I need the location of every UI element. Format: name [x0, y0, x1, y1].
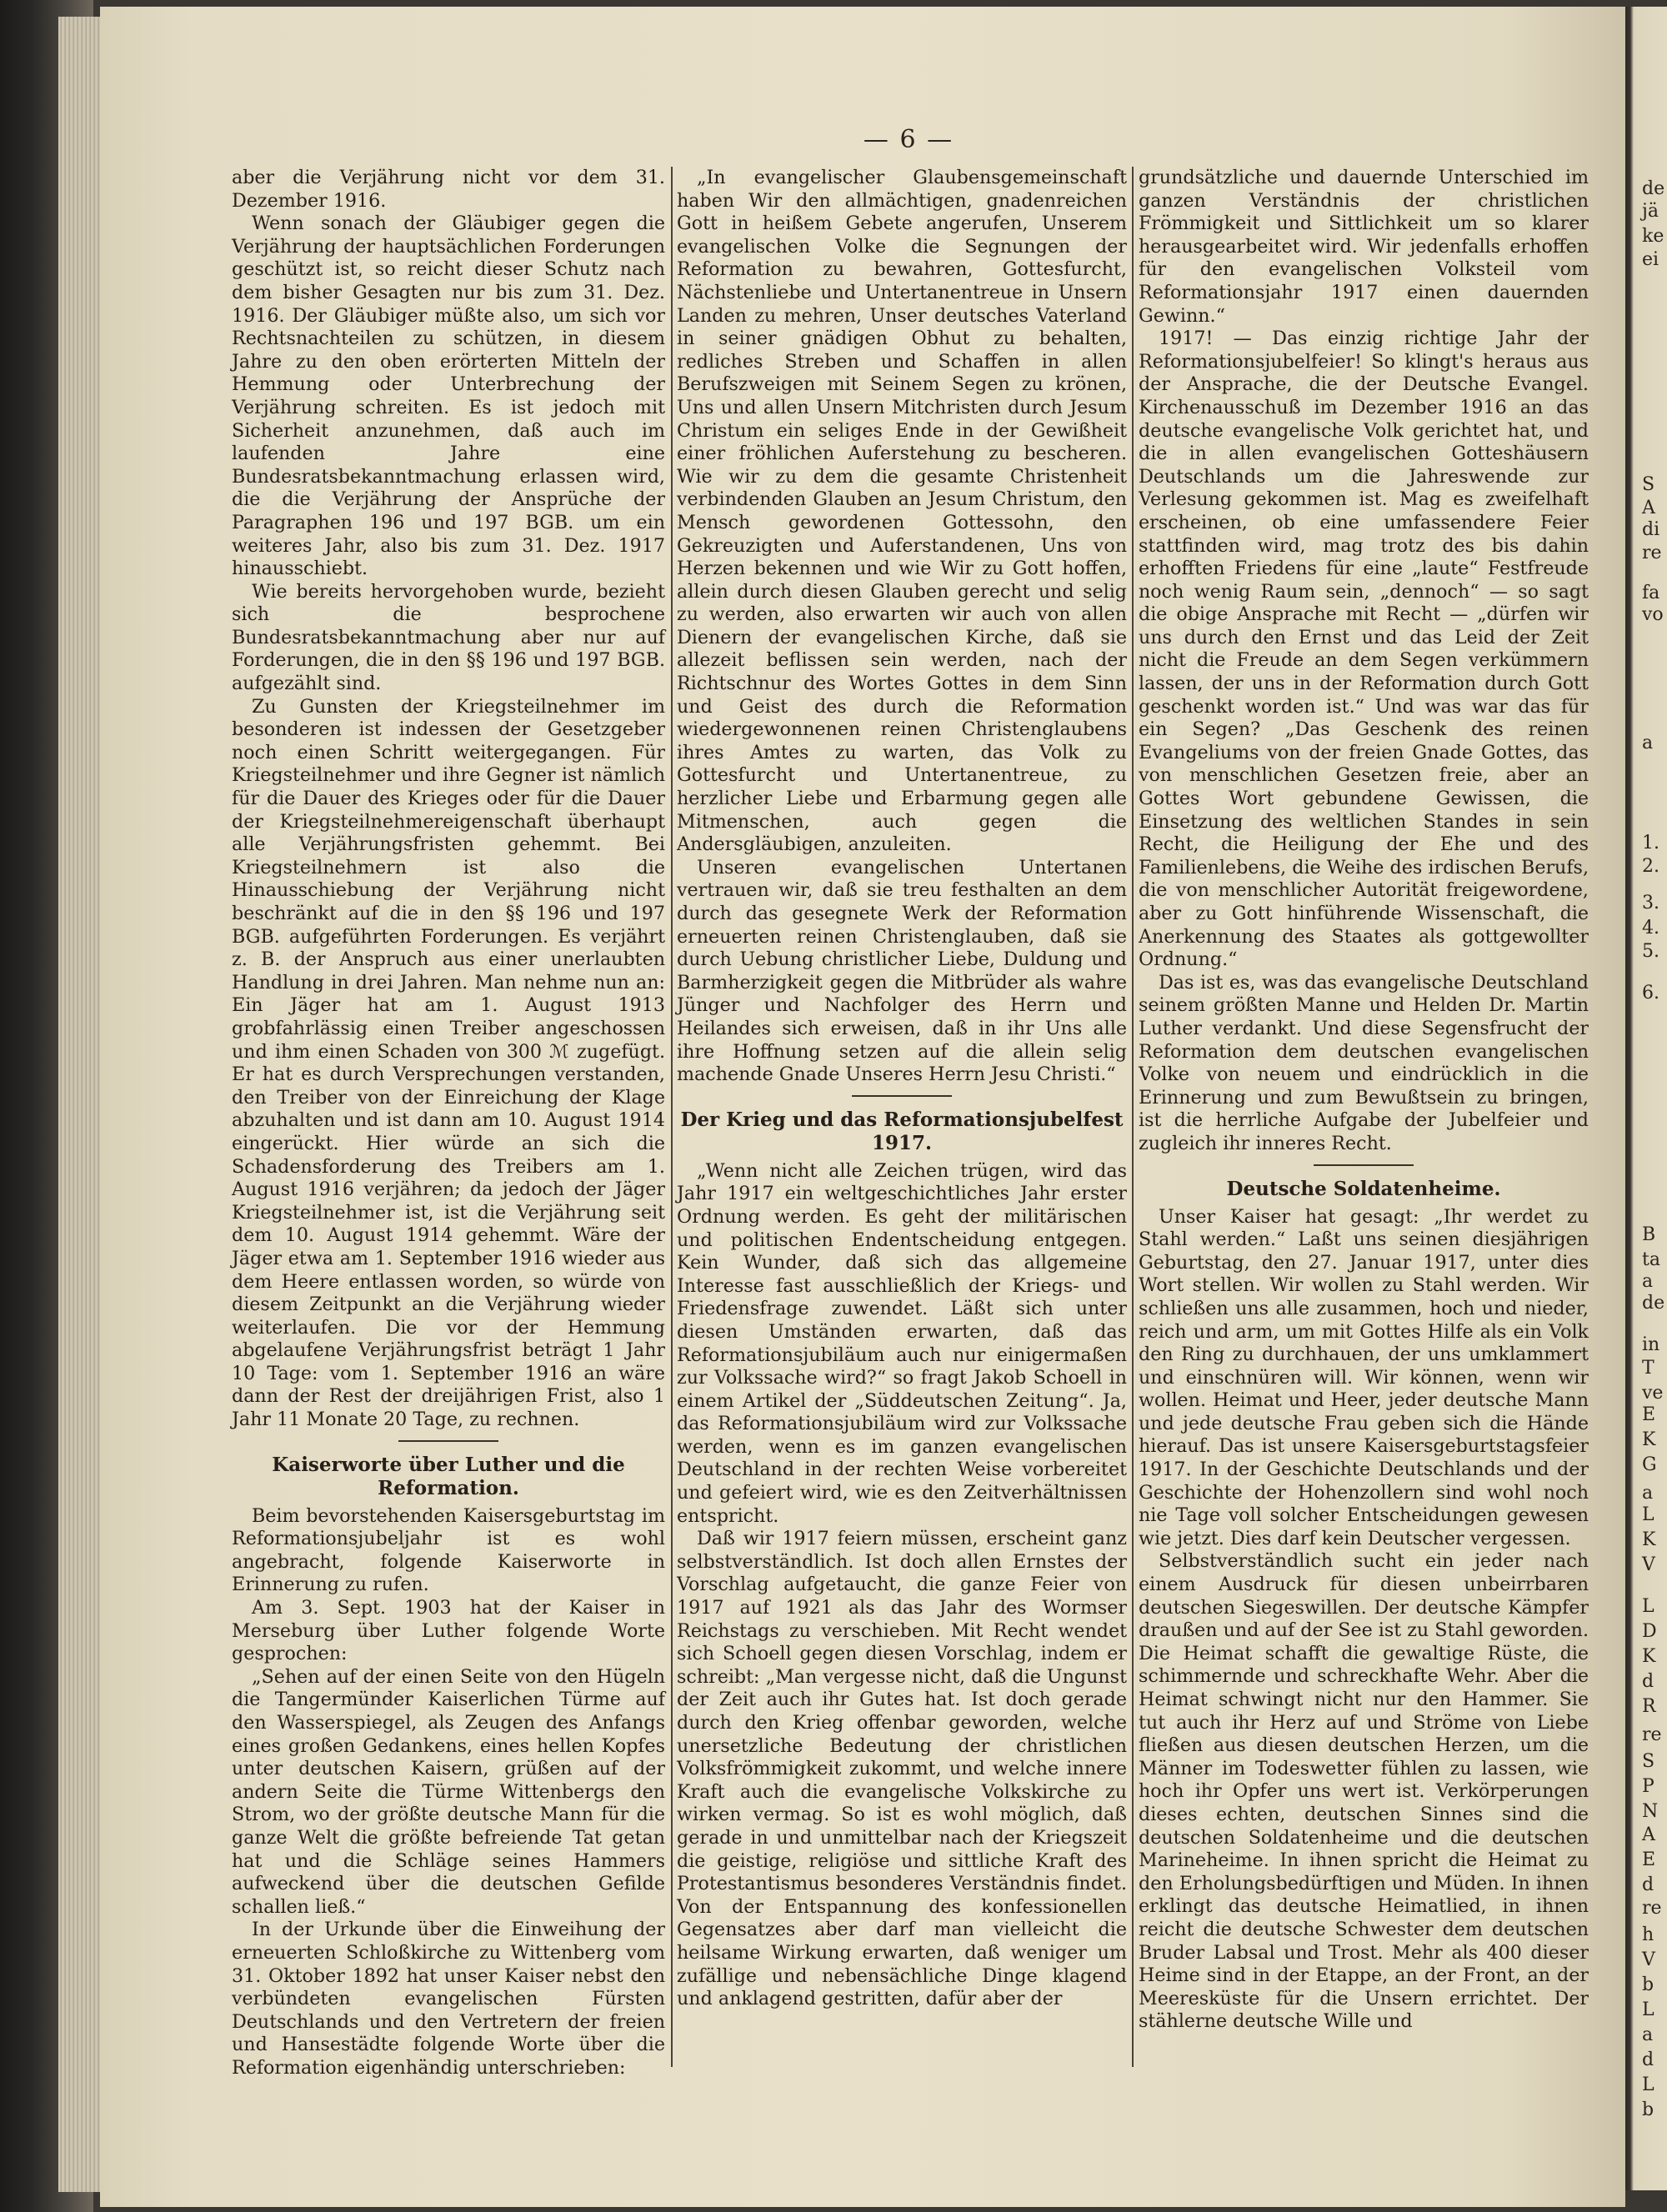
column-2 — [677, 167, 1127, 2011]
next-page-text-fragment: d — [1642, 1671, 1654, 1692]
next-page-text-fragment: ve — [1642, 1383, 1664, 1404]
next-page-text-fragment: A — [1642, 1824, 1655, 1845]
next-page-text-fragment: 2. — [1642, 856, 1659, 877]
next-page-text-fragment: V — [1642, 1554, 1655, 1575]
next-page-text-fragment: R — [1642, 1696, 1656, 1717]
next-page-text-fragment: a — [1642, 2024, 1654, 2045]
next-page-text-fragment: d — [1642, 2049, 1654, 2070]
next-page-text-fragment: jä — [1642, 201, 1659, 222]
next-page-text-fragment: L — [1642, 1596, 1654, 1617]
next-page-text-fragment: ke — [1642, 226, 1664, 247]
next-page-text-fragment: S — [1642, 474, 1655, 495]
section-heading: Der Krieg und das Reformationsjubelfest 1917. — [680, 1108, 1124, 1154]
paragraph: Das ist es, was das evangelische Deutschland seinem größten Manne und Helden Dr. Martin Luther verdankt. Und diese Segensfrucht der Reformation dem deutschen evangelischen Volke von neuem und eindrücklich in die Erinnerung und zum Bewußtsein zu bringen, ist die herrliche Aufgabe der Jubelfeier und zugleich ihr inneres Recht. — [1139, 971, 1589, 1154]
next-page-text-fragment: a — [1642, 1483, 1654, 1504]
next-page-text-fragment: re — [1642, 1898, 1662, 1919]
next-page-text-fragment: A — [1642, 498, 1655, 518]
next-page-text-fragment: S — [1642, 1751, 1655, 1772]
next-page-text-fragment: ei — [1642, 249, 1659, 270]
next-page-text-fragment: E — [1642, 1404, 1656, 1425]
next-page-text-fragment: K — [1642, 1646, 1656, 1667]
quote: „Sehen auf der einen Seite von den Hügeln die Tangermünder Kaiserlichen Türme auf den Wasserspiegel, als Zeugen des Anfangs eines großen Gedankens, eines hellen Kopfes unter deutschen Kaisern, grüßen auf der andern Seite die Türme Wittenbergs den Strom, wo der größte deutsche Mann für die ganze Welt die größte befreiende Tat getan hat und die Schläge seines Hammers aufweckend über die deutschen Gefilde schallen ließ.“ — [232, 1665, 665, 1918]
paragraph: Beim bevorstehenden Kaisersgeburtstag im Reformationsjubeljahr ist es wohl angebracht, folgende Kaiserworte in Erinnerung zu rufen. — [232, 1504, 665, 1596]
next-page-text-fragment: b — [1642, 1974, 1654, 1995]
paragraph: 1917! — Das einzig richtige Jahr der Reformationsjubelfeier! So klingt's heraus aus der Ansprache, die der Deutsche Evangel. Kirchenausschuß im Dezember 1916 an das deutsche evangelische Volk gerichtet hat, und die in allen evangelischen Gotteshäusern Deutschlands um die Jahreswende zur Verlesung gekommen ist. Mag es zweifelhaft erscheinen, ob eine umfassendere Feier stattfinden wird, mag trotz des bis dahin erhofften Friedens für eine „laute“ Festfreude noch wenig Raum sein, „dennoch“ — so sagt die obige Ansprache mit Recht — „dürfen wir uns durch den Ernst und das Leid der Zeit nicht die Freude an dem Segen verkümmern lassen, der uns in der Reformation durch Gott geschenkt worden ist.“ Und was war das für ein Segen? „Das Geschenk des reinen Evangeliums von der freien Gnade Gottes, das von menschlichen Gesetzen freie, aber an Gottes Wort gebundene Gewissen, die Einsetzung des weltlichen Standes in sein Recht, die Heiligung der Ehe und des Familienlebens, die Weihe des irdischen Berufs, die von menschlicher Autorität freigewordene, aber zu Gott hinführende Wissenschaft, die Anerkennung des Staates als gottgewollter Ordnung.“ — [1139, 328, 1589, 971]
section-heading: Deutsche Soldatenheime. — [1226, 1177, 1501, 1200]
next-page-text-fragment: b — [1642, 2099, 1654, 2120]
next-page-text-fragment: a — [1642, 733, 1654, 753]
next-page-text-fragment: fa — [1642, 583, 1660, 603]
next-page-text-fragment: T — [1642, 1358, 1654, 1379]
quote: Unseren evangelischen Untertanen vertrauen wir, daß sie treu festhalten an dem durch das gesegnete Werk der Reformation erneuerten reinen Christenglauben, daß sie durch Uebung christlicher Liebe, Duldung und Barmherzigkeit gegen die Mitbrüder als wahre Jünger und Nachfolger des Herrn und Heilandes sich erweisen, daß in ihr Uns alle ihre Hoffnung setzen auf die allein selig machende Gnade Unseres Herrn Jesu Christi.“ — [677, 856, 1127, 1086]
next-page-text-fragment: re — [1642, 543, 1662, 563]
next-page-text-fragment: 4. — [1642, 918, 1659, 938]
next-page-text-fragment: P — [1642, 1776, 1654, 1797]
next-page-text-fragment: D — [1642, 1621, 1657, 1642]
next-page-text-fragment: de — [1642, 1293, 1665, 1314]
next-page-text-fragment: G — [1642, 1454, 1657, 1475]
next-page-text-fragment: in — [1642, 1334, 1660, 1355]
next-page-text-fragment: h — [1642, 1924, 1654, 1945]
next-page-text-fragment: 6. — [1642, 983, 1659, 1003]
section-rule — [1314, 1164, 1414, 1166]
column-divider-2 — [1132, 167, 1134, 2067]
paragraph: Unser Kaiser hat gesagt: „Ihr werdet zu Stahl werden.“ Laßt uns seinen diesjährigen Geburtstag, den 27. Januar 1917, unter dies Wort stellen. Wir wollen zu Stahl werden. Wir schließen uns alle zusammen, hoch und nieder, reich und arm, um mit Gottes Hilfe als ein Volk den Ring zu durchhauen, der uns umklammert und einschnüren will. Wir können, wenn wir wollen. Heimat und Heer, jeder deutsche Mann und jede deutsche Frau geben sich die Hände hierauf. Das ist unsere Kaisersgeburtstagsfeier 1917. In der Geschichte Deutschlands und der Geschichte der Hohenzollern sind wohl noch nie Tage voll solcher Entscheidungen gewesen wie jetzt. Dies darf kein Deutscher vergessen. — [1139, 1205, 1589, 1549]
paragraph: Selbstverständlich sucht ein jeder nach einem Ausdruck für diesen unbeirrbaren deutschen Siegeswillen. Der deutsche Kämpfer draußen und auf der See ist zu Stahl geworden. Die Heimat schafft die gewaltige Rüste, die schimmernde und schreckhafte Wehr. Aber die Heimat schwingt nicht nur den Hammer. Sie tut auch ihr Herz auf und Ströme von Liebe fließen aus diesen deutschen Herzen, um die Männer im Todeswetter fühlen zu lassen, wie hoch ihr Opfer uns wert ist. Verkörperungen dieses echten, deutschen Sinnes sind die deutschen Soldatenheime und die deutschen Marineheime. In ihnen spricht die Heimat zu den Erholungsbedürftigen und Müden. In ihnen erklingt das deutsche Heimatlied, in ihnen reicht die deutsche Schwester dem deutschen Bruder Labsal und Trost. Mehr als 400 dieser Heime sind in der Etappe, an der Front, an der Meeresküste für die Unsern errichtet. Der stählerne deutsche Wille und — [1139, 1550, 1589, 2033]
next-page-edge — [1625, 7, 1667, 2190]
next-page-text-fragment: K — [1642, 1529, 1656, 1550]
paragraph: Wenn sonach der Gläubiger gegen die Verjährung der hauptsächlichen Forderungen geschützt ist, so reicht dieser Schutz nach dem bisher Gesagten nur bis zum 31. Dez. 1916. Der Gläubiger müßte also, um sich vor Rechtsnachteilen zu schützen, in diesem Jahre zu den oben erörterten Mitteln der Hemmung oder Unterbrechung der Verjährung schreiten. Es ist jedoch mit Sicherheit anzunehmen, daß auch im laufenden Jahre eine Bundesratsbekanntmachung erlassen wird, die die Verjährung der Ansprüche der Paragraphen 196 und 197 BGB. um ein weiteres Jahr, also bis zum 31. Dez. 1917 hinausschiebt. — [232, 213, 665, 580]
next-page-text-fragment: a — [1642, 1271, 1654, 1292]
next-page-text-fragment: 1. — [1642, 833, 1659, 853]
next-page-text-fragment: 5. — [1642, 941, 1659, 962]
section-rule — [398, 1440, 498, 1442]
next-page-text-fragment: L — [1642, 2074, 1654, 2095]
paragraph: aber die Verjährung nicht vor dem 31. Dezember 1916. — [232, 167, 665, 212]
paragraph: Wie bereits hervorgehoben wurde, bezieht sich die besprochene Bundesratsbekanntmachung aber nur auf Forderungen, die in den §§ 196 und 197 BGB. aufgezählt sind. — [232, 580, 665, 695]
paragraph: Daß wir 1917 feiern müssen, erscheint ganz selbstverständlich. Ist doch allen Ernstes der Vorschlag aufgetaucht, die ganze Feier von 1917 auf 1921 als das Jahr des Wormser Reichstags zu verschieben. Mit Recht wendet sich Schoell gegen diesen Vorschlag, indem er schreibt: „Man vergesse nicht, daß die Ungunst der Zeit auch ihr Gutes hat. Ist doch gerade durch den Krieg offenbar geworden, welche unersetzliche Bedeutung der christlichen Volksfrömmigkeit zukommt, und welche innere Kraft auch die evangelische Volkskirche zu wirken vermag. So ist es wohl möglich, daß gerade in und unmittelbar nach der Kriegszeit die geistige, religiöse und sittliche Kraft des Protestantismus besonderes Verständnis findet. Von der Entspannung des konfessionellen Gegensatzes aber darf man vielleicht die heilsame Wirkung erwarten, daß weniger um zufällige und nebensächliche Dinge klagend und anklagend gestritten, dafür aber der — [677, 1528, 1127, 2010]
quote: „In evangelischer Glaubensgemeinschaft haben Wir den allmächtigen, gnadenreichen Gott in heißem Gebete angerufen, Unserem evangelischen Volke die Segnungen der Reformation zu bewahren, Gottesfurcht, Nächstenliebe und Untertanentreue in Unsern Landen zu mehren, Unser deutsches Vaterland in seiner gnädigen Obhut zu behalten, redliches Streben und Schaffen in allen Berufszweigen mit Seinem Segen zu krönen, Uns und allen Unsern Mitchristen durch Jesum Christum ein seliges Ende in der Gewißheit einer fröhlichen Auferstehung zu bescheren. Wie wir zu dem die gesamte Christenheit verbindenden Glauben an Jesum Christum, den Mensch gewordenen Gottessohn, den Gekreuzigten und Auferstandenen, Uns von Herzen bekennen und wie Wir zu Gott hoffen, allein durch diesen Glauben gerecht und selig zu werden, also erwarten wir auch von allen Dienern der evangelischen Kirche, daß sie allezeit beflissen sein werden, nach der Richtschnur des Wortes Gottes in dem Sinn und Geist des durch die Reformation wiedergewonnenen reinen Christenglaubens ihres Amtes zu warten, das Volk zu Gottesfurcht und Untertanentreue, zu herzlicher Liebe und Erbarmung gegen alle Mitmenschen, auch gegen die Andersgläubigen, anzuleiten. — [677, 167, 1127, 856]
paragraph: Zu Gunsten der Kriegsteilnehmer im besonderen ist indessen der Gesetzgeber noch einen Schritt weitergegangen. Für Kriegsteilnehmer und ihre Gegner ist nämlich für die Dauer des Krieges oder für die Dauer der Kriegsteilnehmereigenschaft überhaupt alle Verjährungsfristen gehemmt. Bei Kriegsteilnehmern ist also die Hinausschiebung der Verjährung nicht beschränkt auf die in den §§ 196 und 197 BGB. aufgeführten Forderungen. Es verjährt z. B. der Anspruch aus einer unerlaubten Handlung in drei Jahren. Man nehme nun an: Ein Jäger hat am 1. August 1913 grobfahrlässig einen Treiber angeschossen und ihm einen Schaden von 300 ℳ zugefügt. Er hat es durch Versprechungen verstanden, den Treiber von der Einreichung der Klage abzuhalten und ist dann am 10. August 1914 eingerückt. Hier würde an sich die Schadensforderung des Treibers am 1. August 1916 verjähren; da jedoch der Jäger Kriegsteilnehmer ist, ist die Verjährung seit dem 10. August 1914 gehemmt. Wäre der Jäger etwa am 1. September 1916 wieder aus dem Heere entlassen worden, so würde von diesem Zeitpunkt an die Verjährung wieder weiterlaufen. Die vor der Hemmung abgelaufene Verjährungsfrist beträgt 1 Jahr 10 Tage: vom 1. September 1916 an wäre dann der Rest der dreijährigen Frist, also 1 Jahr 11 Monate 20 Tage, zu rechnen. — [232, 695, 665, 1431]
next-page-text-fragment: B — [1642, 1224, 1656, 1245]
next-page-text-fragment: d — [1642, 1874, 1654, 1895]
next-page-text-fragment: V — [1642, 1949, 1655, 1970]
column-1 — [232, 167, 665, 2080]
next-page-text-fragment: L — [1642, 1999, 1654, 2020]
paragraph: „Wenn nicht alle Zeichen trügen, wird das Jahr 1917 ein weltgeschichtliches Jahr erster Ordnung werden. Es geht der militärischen und politischen Endentscheidung entgegen. Kein Wunder, daß sich das allgemeine Interesse fast ausschließlich der Kriegs- und Friedensfrage zuwendet. Läßt sich unter diesen Umständen erwarten, daß das Reformationsjubiläum auch nur einigermaßen zur Volkssache wird?“ so fragt Jakob Schoell in einem Artikel der „Süddeutschen Zeitung“. Ja, das Reformationsjubiläum wird zur Volkssache werden, wenn es im ganzen evangelischen Deutschland in der rechten Weise vorbereitet und gefeiert wird, wie es den Zeitverhältnissen entspricht. — [677, 1159, 1127, 1527]
next-page-text-fragment: de — [1642, 178, 1665, 199]
page-number: — 6 — — [863, 125, 954, 154]
next-page-text-fragment: vo — [1642, 604, 1664, 625]
next-page-text-fragment: re — [1642, 1724, 1662, 1745]
paragraph: Am 3. Sept. 1903 hat der Kaiser in Merseburg über Luther folgende Worte gesprochen: — [232, 1597, 665, 1665]
next-page-text-fragment: ta — [1642, 1249, 1660, 1270]
section-rule — [852, 1095, 952, 1097]
paragraph: grundsätzliche und dauernde Unterschied im ganzen Verständnis der christlichen Frömmigkeit und Sittlichkeit um so klarer herausgearbeitet wird. Wir jedenfalls erhoffen für den evangelischen Volksteil vom Reformationsjahr 1917 einen dauernden Gewinn.“ — [1139, 167, 1589, 327]
next-page-text-fragment: di — [1642, 519, 1660, 540]
next-page-text-fragment: L — [1642, 1504, 1654, 1525]
next-page-text-fragment: 3. — [1642, 893, 1659, 913]
next-page-text-fragment: E — [1642, 1849, 1656, 1870]
paragraph: In der Urkunde über die Einweihung der erneuerten Schloßkirche zu Wittenberg vom 31. Oktober 1892 hat unser Kaiser nebst den verbündeten evangelischen Fürsten Deutschlands und den Vertretern der freien und Hansestädte folgende Worte über die Reformation eigenhändig unterschrieben: — [232, 1919, 665, 2079]
column-divider-1 — [671, 167, 673, 2067]
section-heading: Kaiserworte über Luther und die Reformation. — [272, 1453, 625, 1499]
column-3 — [1139, 167, 1589, 2034]
next-page-text-fragment: K — [1642, 1429, 1656, 1450]
next-page-text-fragment: N — [1642, 1801, 1659, 1822]
